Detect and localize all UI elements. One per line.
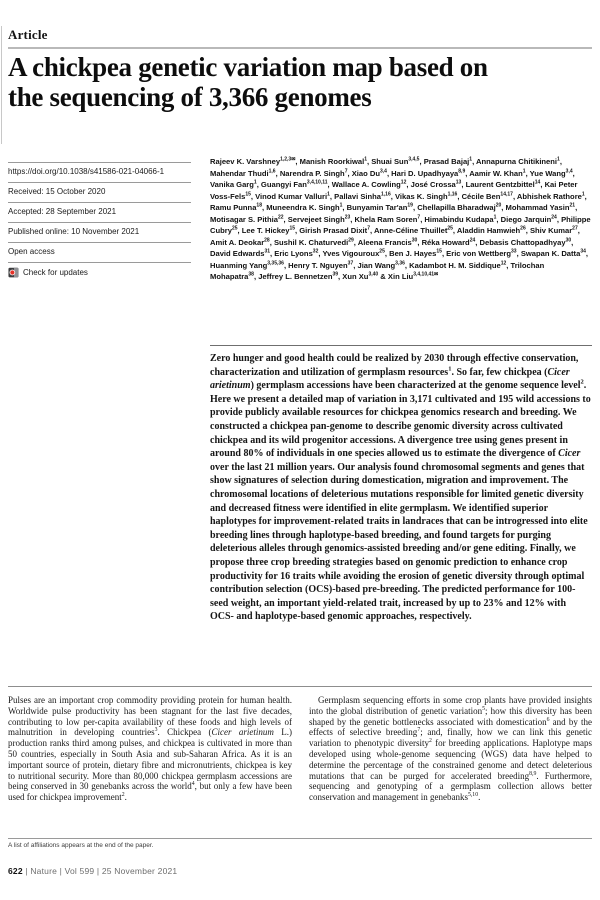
author: Vanika Garg$^1$ (210, 179, 257, 189)
author: Chellapilla Bharadwaj$^{20}$ (417, 202, 502, 212)
author: Wallace A. Cowling$^{12}$ (331, 179, 407, 189)
article-metadata (8, 162, 191, 283)
abstract-rule (210, 345, 592, 346)
header-rule (8, 47, 592, 49)
author: Servejeet Singh$^{23}$ (287, 213, 351, 224)
doi-link[interactable]: https://doi.org/10.1038/s41586-021-04066-1 (8, 162, 191, 182)
footnote-rule (8, 838, 592, 839)
author: Guangyi Fan$^{3,4,10,11}$ (260, 179, 328, 189)
page-edge-mark (1, 26, 2, 144)
abstract: Zero hunger and good health could be realized by 2030 through effective conservation, characterization and utilization of germplasm resources$^1$. So far, few chickpea (Cicer arietinum) germplasm accessions have been characterized at the genome sequence level$^2$. Here we present a detailed map of variation in 3,171 cultivated and 195 wild accessions to provide publicly available resources for chickpea genomics research and breeding. We constructed a chickpea pan-genome to describe genomic diversity across cultivated chickpea and its wild progenitor accessions. A divergence tree using genes present in around 80% of individuals in one species allowed us to estimate the divergence of Cicer over the last 21 million years. Our analysis found chromosomal segments and genes that show signatures of selection during domestication, migration and improvement. The chromosomal locations of deleterious mutations responsible for limited genetic diversity and decreased fitness were identified in elite germplasm. We identified superior haplotypes for improvement-related traits in landraces that can be introgressed into elite breeding lines through haplotype-based breeding, and found targets for purging deleterious alleles through genomics-assisted breeding and/or gene editing. Finally, we propose three crop breeding strategies based on genomic prediction to enhance crop productivity for 16 traits while avoiding the erosion of genetic diversity through optimal contribution selection (OCS)-based pre-breeding. The predicted performance for 100-seed weight, an important yield-related trait, increased by up to 23% and 12% with OCS- and haplotype-based genomic approaches, respectively. (210, 353, 591, 623)
author: Muneendra K. Singh$^1$ (266, 202, 343, 212)
author: Himabindu Kudapa$^1$ (424, 213, 497, 224)
open-access-label: Open access (8, 242, 191, 262)
author: Laurent Gentzbittel$^{14}$ (465, 179, 541, 189)
body-column-left: Pulses are an important crop commodity providing protein for human health. Worldwide pulse productivity has been stagnant for the last five decades, contributing to low per-capita availability of these foods and high levels of malnutrition in developing countries$^3$. Chickpea (Cicer arietinum L.) production ranks third among pulses, and chickpea is cultivated in more than 50 countries, especially in South Asia and sub-Saharan Africa. As it is an important source of protein, dietary fibre and micronutrients, chickpea is key to nutritional security. More than 80,000 chickpea germplasm accessions are being conserved in 30 genebanks across the world$^4$, but only a few have been used for chickpea improvement$^2$. (8, 695, 293, 803)
author: Ramu Punna$^{18}$ (210, 202, 262, 212)
crossmark-icon (8, 267, 19, 278)
title-line-1: A chickpea genetic variation map based on (8, 52, 488, 82)
published-date: Published online: 10 November 2021 (8, 222, 191, 242)
author: Pallavi Sinha$^{1,16}$ (334, 190, 391, 201)
author: Manish Roorkiwal$^1$ (299, 156, 367, 166)
author: Aleena Francis$^{30}$ (357, 236, 418, 247)
author: Xin Liu$^{3,4,10,41✉}$ (387, 271, 439, 281)
author: Eric Lyons$^{32}$ (274, 248, 319, 258)
body-rule (8, 686, 592, 687)
author: Réka Howard$^{24}$ (421, 236, 476, 247)
article-kicker: Article (8, 27, 48, 42)
author: Ben J. Hayes$^{15}$ (389, 248, 442, 258)
author: Kai Peter Voss-Fels$^{15}$ (210, 180, 578, 201)
author: Jian Wang$^{3,36}$ (357, 259, 405, 270)
author: Philippe Cubry$^{25}$ (210, 214, 591, 235)
author: Xun Xu$^{3,40}$ (342, 271, 379, 281)
article-title (8, 52, 488, 112)
author: Shuai Sun$^{3,4,5}$ (371, 156, 420, 166)
author: Shiv Kumar$^{27}$ (529, 225, 578, 235)
author: Henry T. Nguyen$^{37}$ (288, 259, 354, 270)
author: Yves Vigouroux$^{25}$ (322, 248, 385, 258)
check-for-updates[interactable] (8, 262, 191, 283)
author: Narendra P. Singh$^7$ (279, 167, 348, 178)
author: Debasis Chattopadhyay$^{30}$ (479, 236, 572, 247)
author: Bunyamin $Tar'an^{19}$ (346, 202, 413, 212)
author: Trilochan Mohapatra$^{38}$ (210, 260, 545, 281)
author: Girish Prasad Dixit$^7$ (299, 225, 370, 235)
author: Aamir W. Khan$^1$ (469, 167, 526, 178)
author: Sushil K. Chaturvedi$^{29}$ (273, 236, 354, 247)
body-column-right: Germplasm sequencing efforts in some crop plants have provided insights into the global distribution of genetic variation$^5$; how this diversity has been shaped by the genetic bottlenecks associated with domestication$^6$ and by the effects of selective breeding$^7$; and, finally, how we can link this genetic variation to phenotypic diversity$^2$ for breeding applications. Haplotype maps developed using whole-genome sequencing (WGS) data have helped to determine the percentage of the constrained genome and detect deleterious mutations that can be purged for accelerated breeding$^{8,9}$. Furthermore, sequencing and genotyping of a germplasm collection allows better conservation and management in genebanks$^{5,10}$. (309, 695, 592, 803)
author: Eric von Wettberg$^{33}$ (446, 248, 517, 258)
author: José Crossa$^{13}$ (410, 179, 462, 189)
check-for-updates-label: Check for updates (23, 267, 88, 277)
author: David Edwards$^{31}$ (210, 248, 271, 258)
title-line-2: the sequencing of 3,366 genomes (8, 82, 372, 112)
author: Huanming Yang$^{3,35,36}$ (210, 259, 284, 270)
author: Swapan K. Datta$^{34}$ (520, 248, 586, 258)
author: Kadambot H. M. Siddique$^{12}$ (409, 259, 507, 270)
author: Abhishek Rathore$^1$ (516, 190, 585, 201)
author: Xiao Du$^{3,4}$ (351, 167, 387, 178)
author: Vikas K. Singh$^{1,16}$ (394, 190, 458, 201)
author: Jeffrey L. Bennetzen$^{39}$ (258, 271, 339, 281)
author-list: Rajeev K. Varshney$^{1,2,3✉}$, Manish Roorkiwal$^1$, Shuai Sun$^{3,4,5}$, Prasad Bajaj$^1$, Annapurna Chitikineni$^1$, Mahendar Thudi$^{1,6}$, Narendra P. Singh$^7$, Xiao Du$^{3,4}$, Hari D. Upadhyaya$^{8,9}$, Aamir W. Khan$^1$, Yue Wang$^{3,4}$, Vanika Garg$^1$, Guangyi Fan$^{3,4,10,11}$, Wallace A. Cowling$^{12}$, José Crossa$^{13}$, Laurent Gentzbittel$^{14}$, Kai Peter Voss-Fels$^{15}$, Vinod Kumar Valluri$^1$, Pallavi Sinha$^{1,16}$, Vikas K. Singh$^{1,16}$, Cécile Ben$^{14,17}$, Abhishek Rathore$^1$, Ramu Punna$^{18}$, Muneendra K. Singh$^1$, Bunyamin $Tar'an^{19}$, Chellapilla Bharadwaj$^{20}$, Mohammad Yasin$^{21}$, Motisagar S. Pithia$^{22}$, Servejeet Singh$^{23}$, Khela Ram Soren$^7$, Himabindu Kudapa$^1$, Diego Jarquin$^{24}$, Philippe Cubry$^{25}$, Lee T. Hickey$^{15}$, Girish Prasad Dixit$^7$, Anne-Céline Thuillet$^{25}$, Aladdin Hamwieh$^{26}$, Shiv Kumar$^{27}$, Amit A. Deokar$^{28}$, Sushil K. Chaturvedi$^{29}$, Aleena Francis$^{30}$, Réka Howard$^{24}$, Debasis Chattopadhyay$^{30}$, David Edwards$^{31}$, Eric Lyons$^{32}$, Yves Vigouroux$^{25}$, Ben J. Hayes$^{15}$, Eric von Wettberg$^{33}$, Swapan K. Datta$^{34}$, Huanming Yang$^{3,35,36}$, Henry T. Nguyen$^{37}$, Jian Wang$^{3,36}$, Kadambot H. M. Siddique$^{12}$, Trilochan Mohapatra$^{38}$, Jeffrey L. Bennetzen$^{39}$, Xun Xu$^{3,40}$ & Xin Liu$^{3,4,10,41✉}$ (210, 156, 591, 281)
author: Aladdin Hamwieh$^{26}$ (456, 225, 526, 235)
author: Annapurna Chitikineni$^1$ (476, 156, 560, 166)
page-footer: 622 | Nature | Vol 599 | 25 November 2021 (8, 866, 178, 876)
author: Yue Wang$^{3,4}$ (529, 167, 573, 178)
author: Khela Ram Soren$^7$ (354, 213, 421, 224)
author: Amit A. Deokar$^{28}$ (210, 236, 270, 247)
author: Prasad Bajaj$^1$ (423, 156, 473, 166)
affiliations-footnote: A list of affiliations appears at the end of the paper. (8, 842, 154, 849)
author: Motisagar S. Pithia$^{22}$ (210, 213, 284, 224)
author: Mahendar Thudi$^{1,6}$ (210, 167, 276, 178)
received-date: Received: 15 October 2020 (8, 182, 191, 202)
author: Anne-Céline Thuillet$^{25}$ (373, 225, 453, 235)
author: Lee T. Hickey$^{15}$ (241, 225, 296, 235)
author: Diego Jarquin$^{24}$ (500, 213, 557, 224)
author: Cécile Ben$^{14,17}$ (461, 190, 513, 201)
accepted-date: Accepted: 28 September 2021 (8, 202, 191, 222)
author: Hari D. Upadhyaya$^{8,9}$ (391, 167, 466, 178)
author: Rajeev K. Varshney$^{1,2,3✉}$ (210, 156, 296, 166)
author: Vinod Kumar Valluri$^1$ (255, 190, 330, 201)
author: Mohammad Yasin$^{21}$ (505, 202, 576, 212)
